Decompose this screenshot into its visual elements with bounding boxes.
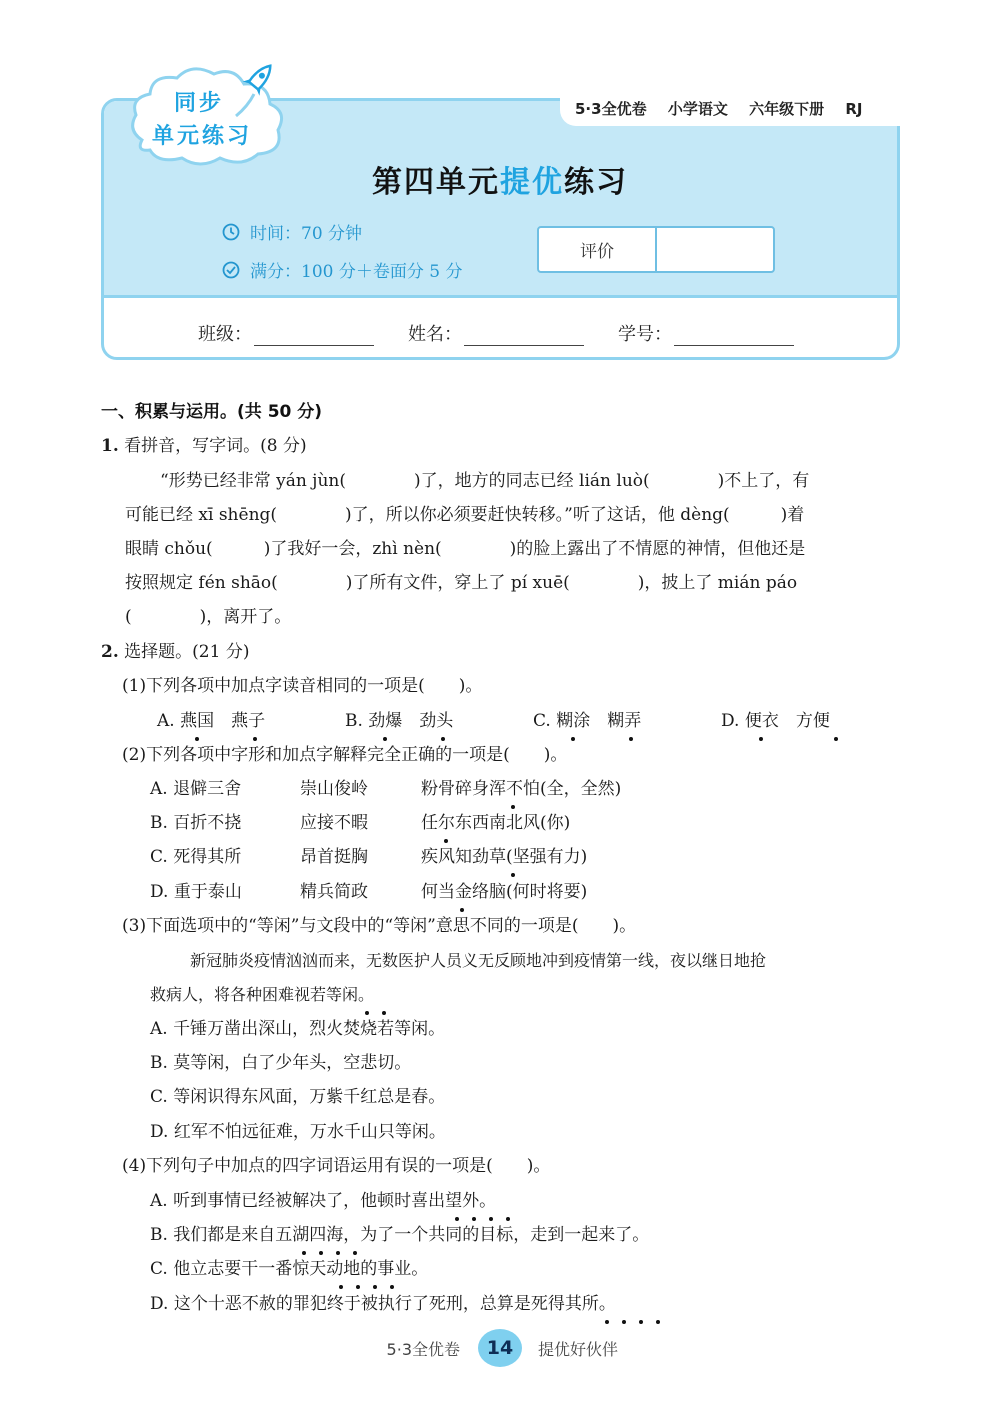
q2-2-a-col3: 粉骨碎身浑不怕(全，全然) — [421, 779, 622, 799]
series-subject: 小学语文 — [667, 100, 728, 118]
score-text: 满分：100 分＋卷面分 5 分 — [250, 262, 463, 282]
footer-slogan: 提优好伙伴 — [538, 1340, 619, 1359]
emphasis-dot — [297, 1240, 311, 1248]
emphasis-dot — [450, 1206, 464, 1214]
title-part-2: 练习 — [564, 165, 628, 200]
clock-icon — [222, 223, 240, 241]
q2-2-c-col2: 昂首挺胸 — [300, 847, 368, 867]
question-2-title — [101, 640, 249, 664]
emphasis-dot — [348, 1240, 362, 1248]
emphasis-dot — [351, 1274, 365, 1282]
q2-1-option-c: C. 糊涂 糊弄 — [533, 711, 642, 731]
q2-2-d-col2: 精兵简政 — [300, 882, 368, 902]
question-1-title — [101, 434, 307, 458]
q1-line-4: 按照规定 fén shāo( )了所有文件，穿上了 pí xuē( )，披上了 mián páo — [125, 573, 798, 593]
emphasis-dot — [360, 1000, 374, 1008]
name-blank[interactable] — [464, 324, 584, 346]
title-part-1: 第四单元 — [372, 165, 500, 200]
emphasis-dot — [506, 862, 520, 870]
name-field[interactable] — [408, 320, 584, 346]
page-title — [0, 157, 1000, 201]
score-info — [222, 257, 462, 282]
emphasis-dot — [754, 726, 768, 734]
question-2-number: 2. — [101, 642, 119, 662]
emphasis-dot — [506, 794, 520, 802]
q2-2-d-col1: D. 重于泰山 — [150, 882, 242, 902]
check-circle-icon — [222, 261, 240, 279]
section-1-heading: 一、积累与运用。(共 50 分) — [101, 402, 323, 422]
q2-3-stem: (3)下面选项中的“等闲”与文段中的“等闲”意思不同的一项是( )。 — [122, 916, 637, 936]
q2-1-stem: (1)下列各项中加点字读音相同的一项是( )。 — [122, 676, 483, 696]
q2-2-stem: (2)下列各项中字形和加点字解释完全正确的一项是( )。 — [122, 745, 568, 765]
q1-line-3: 眼睛 chǒu( )了我好一会，zhì nèn( )的脸上露出了不情愿的神情，但他还是 — [125, 539, 806, 559]
q2-2-c-col1: C. 死得其所 — [150, 847, 242, 867]
emphasis-dot — [377, 1000, 391, 1008]
series-grade: 六年级下册 — [749, 100, 825, 118]
q2-4-option-d: D. 这个十恶不赦的罪犯终于被执行了死刑，总算是死得其所。 — [150, 1294, 616, 1314]
page-number: 14 — [478, 1329, 522, 1367]
q1-line-1: “形势已经非常 yán jùn( )了，地方的同志已经 lián luò( )不上了，有 — [160, 471, 810, 491]
question-1-number: 1. — [101, 436, 119, 456]
footer-series: 5·3全优卷 — [386, 1340, 460, 1359]
q2-3-option-b: B. 莫等闲，白了少年头，空悲切。 — [150, 1053, 412, 1073]
emphasis-dot — [378, 726, 392, 734]
title-highlight: 提优 — [500, 165, 564, 200]
q2-4-stem: (4)下列句子中加点的四字词语运用有误的一项是( )。 — [122, 1156, 551, 1176]
emphasis-dot — [651, 1309, 665, 1317]
q2-3-option-d: D. 红军不怕远征难，万水千山只等闲。 — [150, 1122, 446, 1142]
emphasis-dot — [455, 897, 469, 905]
emphasis-dot — [467, 1206, 481, 1214]
emphasis-dot — [436, 726, 450, 734]
q2-2-a-col2: 崇山俊岭 — [300, 779, 368, 799]
emphasis-dot — [331, 1240, 345, 1248]
emphasis-dot — [484, 1206, 498, 1214]
class-blank[interactable] — [254, 324, 374, 346]
page-footer — [0, 1327, 1000, 1369]
evaluation-label: 评价 — [539, 228, 657, 271]
question-1-text: 看拼音，写字词。(8 分) — [124, 436, 307, 456]
series-name: 5·3全优卷 — [575, 100, 647, 118]
q2-1-option-a: A. 燕国 燕子 — [157, 711, 266, 731]
q2-2-b-col2: 应接不暇 — [300, 813, 368, 833]
question-2-text: 选择题。(21 分) — [124, 642, 250, 662]
emphasis-dot — [368, 1274, 382, 1282]
time-text: 时间：70 分钟 — [250, 224, 363, 244]
evaluation-box — [537, 226, 775, 273]
series-edition: RJ — [845, 100, 863, 118]
q2-4-option-a: A. 听到事情已经被解决了，他顿时喜出望外。 — [150, 1191, 497, 1211]
q2-4-option-b: B. 我们都是来自五湖四海，为了一个共同的目标，走到一起来了。 — [150, 1225, 650, 1245]
emphasis-dot — [385, 1274, 399, 1282]
q2-2-c-col3: 疾风知劲草(坚强有力) — [421, 847, 588, 867]
time-info — [222, 219, 362, 244]
emphasis-dot — [439, 828, 453, 836]
q2-2-b-col3: 任尔东西南北风(你) — [421, 813, 571, 833]
q2-2-b-col1: B. 百折不挠 — [150, 813, 242, 833]
q2-3-option-c: C. 等闲识得东风面，万紫千红总是春。 — [150, 1087, 446, 1107]
badge-line-1: 同步 — [174, 91, 225, 116]
q2-2-a-col1: A. 退僻三舍 — [150, 779, 242, 799]
q2-2-d-col3: 何当金络脑(何时将要) — [421, 882, 588, 902]
emphasis-dot — [190, 726, 204, 734]
badge-line-2: 单元练习 — [152, 124, 253, 149]
emphasis-dot — [634, 1309, 648, 1317]
name-label: 姓名： — [408, 324, 462, 345]
q2-3-passage-line-1: 新冠肺炎疫情汹汹而来，无数医护人员义无反顾地冲到疫情第一线，夜以继日地抢 — [190, 951, 767, 970]
emphasis-dot — [248, 726, 262, 734]
q1-line-5: ( )，离开了。 — [125, 607, 292, 627]
emphasis-dot — [624, 726, 638, 734]
student-id-blank[interactable] — [674, 324, 794, 346]
class-label: 班级： — [198, 324, 252, 345]
q2-3-option-a: A. 千锤万凿出深山，烈火焚烧若等闲。 — [150, 1019, 446, 1039]
student-id-label: 学号： — [618, 324, 672, 345]
emphasis-dot — [829, 726, 843, 734]
q2-1-option-d: D. 便衣 方便 — [721, 711, 830, 731]
emphasis-dot — [566, 726, 580, 734]
q2-1-option-b: B. 劲爆 劲头 — [345, 711, 454, 731]
evaluation-blank[interactable] — [657, 228, 773, 271]
q1-line-2: 可能已经 xī shēng( )了，所以你必须要赶快转移。”听了这话，他 dèng( )着 — [125, 505, 805, 525]
student-fields — [0, 320, 1000, 350]
q2-3-passage-line-2: 救病人，将各种困难视若等闲。 — [150, 985, 375, 1004]
q2-4-option-c: C. 他立志要干一番惊天动地的事业。 — [150, 1259, 429, 1279]
emphasis-dot — [314, 1240, 328, 1248]
emphasis-dot — [334, 1274, 348, 1282]
emphasis-dot — [617, 1309, 631, 1317]
class-field[interactable] — [198, 320, 374, 346]
series-info — [575, 98, 862, 119]
student-id-field[interactable] — [618, 320, 794, 346]
emphasis-dot — [501, 1206, 515, 1214]
emphasis-dot — [600, 1309, 614, 1317]
